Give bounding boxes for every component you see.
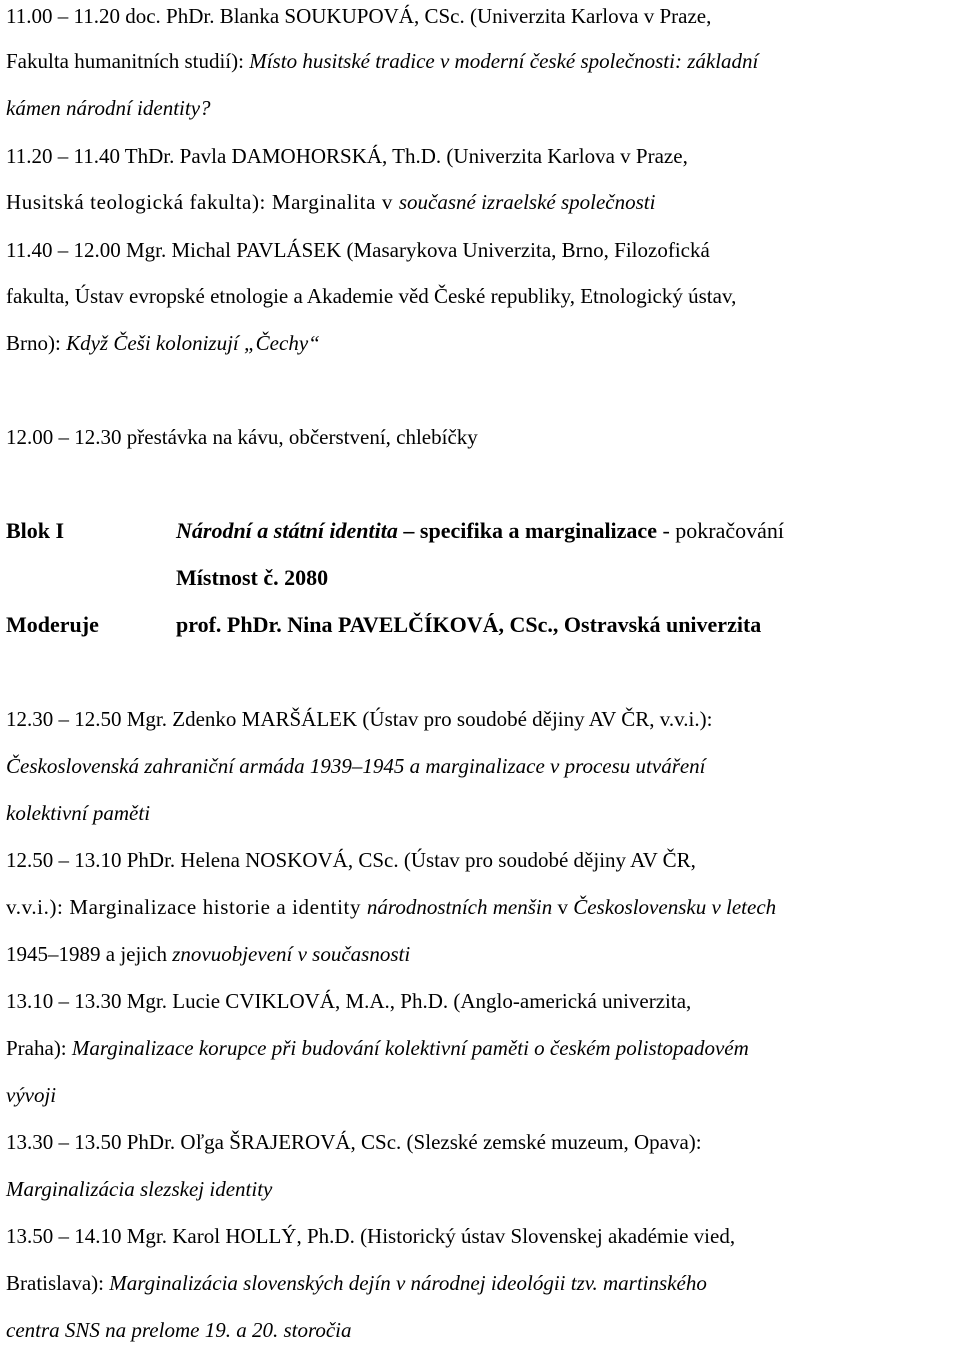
talk-pavlasek-line-3 — [6, 330, 320, 356]
block-title-bold: specifika a marginalizace — [419, 518, 657, 543]
talk-title-part: znovuobjevení v současnosti — [172, 942, 411, 966]
moderator-name: prof. PhDr. Nina PAVELČÍKOVÁ, CSc., Ostravská univerzita — [176, 612, 762, 637]
talk-marsalek-line-1: 12.30 – 12.50 Mgr. Zdenko MARŠÁLEK (Ústav pro soudobé dějiny AV ČR, v.v.i.): — [6, 707, 713, 731]
affiliation-text: Brno): — [6, 331, 67, 355]
talk-title: Marginalizácia slovenských dejín v národnej ideológii tzv. martinského — [109, 1271, 707, 1295]
talk-cviklova-line-3: vývoji — [6, 1083, 57, 1107]
talk-noskova-line-2 — [6, 894, 776, 920]
talk-cviklova-line-1: 13.10 – 13.30 Mgr. Lucie CVIKLOVÁ, M.A., Ph.D. (Anglo-americká univerzita, — [6, 989, 692, 1013]
talk-noskova-line-1: 12.50 – 13.10 PhDr. Helena NOSKOVÁ, CSc. (Ústav pro soudobé dějiny AV ČR, — [6, 848, 696, 872]
talk-soukupova-line-3: kámen národní identity? — [6, 96, 211, 120]
talk-holly-line-1: 13.50 – 14.10 Mgr. Karol HOLLÝ, Ph.D. (Historický ústav Slovenskej akadémie vied, — [6, 1224, 736, 1248]
talk-pavlasek-line-2: fakulta, Ústav evropské etnologie a Akademie věd České republiky, Etnologický ústav, — [6, 284, 737, 308]
talk-damohorska-line-2 — [6, 189, 655, 215]
talk-noskova-line-3 — [6, 941, 410, 967]
block-room: Místnost č. 2080 — [176, 565, 329, 590]
talk-soukupova-line-1: 11.00 – 11.20 doc. PhDr. Blanka SOUKUPOVÁ, CSc. (Univerzita Karlova v Praze, — [6, 4, 712, 28]
talk-title-part: národnostních menšin — [366, 895, 553, 919]
talk-title-part: Československu v letech — [573, 895, 777, 919]
talk-srajerova-line-2: Marginalizácia slezskej identity — [6, 1177, 273, 1201]
affiliation-text: Bratislava): — [6, 1271, 110, 1295]
talk-cviklova-line-2 — [6, 1035, 749, 1061]
talk-title: současné izraelské společnosti — [398, 190, 656, 214]
block-title-italic: Národní a státní identita — [176, 518, 398, 543]
talk-srajerova-line-1: 13.30 – 13.50 PhDr. Oľga ŠRAJEROVÁ, CSc. (Slezské zemské muzeum, Opava): — [6, 1130, 702, 1154]
affiliation-text: Praha): — [6, 1036, 72, 1060]
block-title-dash: – — [397, 518, 420, 543]
talk-damohorska-line-1: 11.20 – 11.40 ThDr. Pavla DAMOHORSKÁ, Th.D. (Univerzita Karlova v Praze, — [6, 144, 688, 168]
affiliation-text: Fakulta humanitních studií): — [6, 49, 250, 73]
block-title — [176, 518, 784, 544]
talk-title: Marginalizace korupce při budování kolektivní paměti o českém polistopadovém — [71, 1036, 749, 1060]
talk-title: Když Češi kolonizují „Čechy“ — [66, 331, 320, 355]
talk-marsalek-line-3: kolektivní paměti — [6, 801, 151, 825]
talk-title-part: 1945–1989 a jejich — [6, 942, 173, 966]
talk-holly-line-3: centra SNS na prelome 19. a 20. storočia — [6, 1318, 352, 1342]
affiliation-text: v.v.i.): Marginalizace historie a identity — [6, 895, 367, 919]
talk-pavlasek-line-1: 11.40 – 12.00 Mgr. Michal PAVLÁSEK (Masarykova Univerzita, Brno, Filozofická — [6, 238, 710, 262]
talk-title-connector: v — [552, 895, 574, 919]
block-title-rest: - pokračování — [656, 518, 785, 543]
affiliation-text: Husitská teologická fakulta): Marginalita v — [6, 190, 399, 214]
coffee-break-line: 12.00 – 12.30 přestávka na kávu, občerstvení, chlebíčky — [6, 425, 478, 449]
block-label: Blok I — [6, 518, 65, 543]
talk-marsalek-line-2: Československá zahraniční armáda 1939–1945 a marginalizace v procesu utváření — [6, 754, 706, 778]
talk-soukupova-line-2 — [6, 48, 758, 74]
talk-holly-line-2 — [6, 1270, 707, 1296]
moderator-label: Moderuje — [6, 612, 99, 637]
talk-title: Místo husitské tradice v moderní české společnosti: základní — [249, 49, 759, 73]
